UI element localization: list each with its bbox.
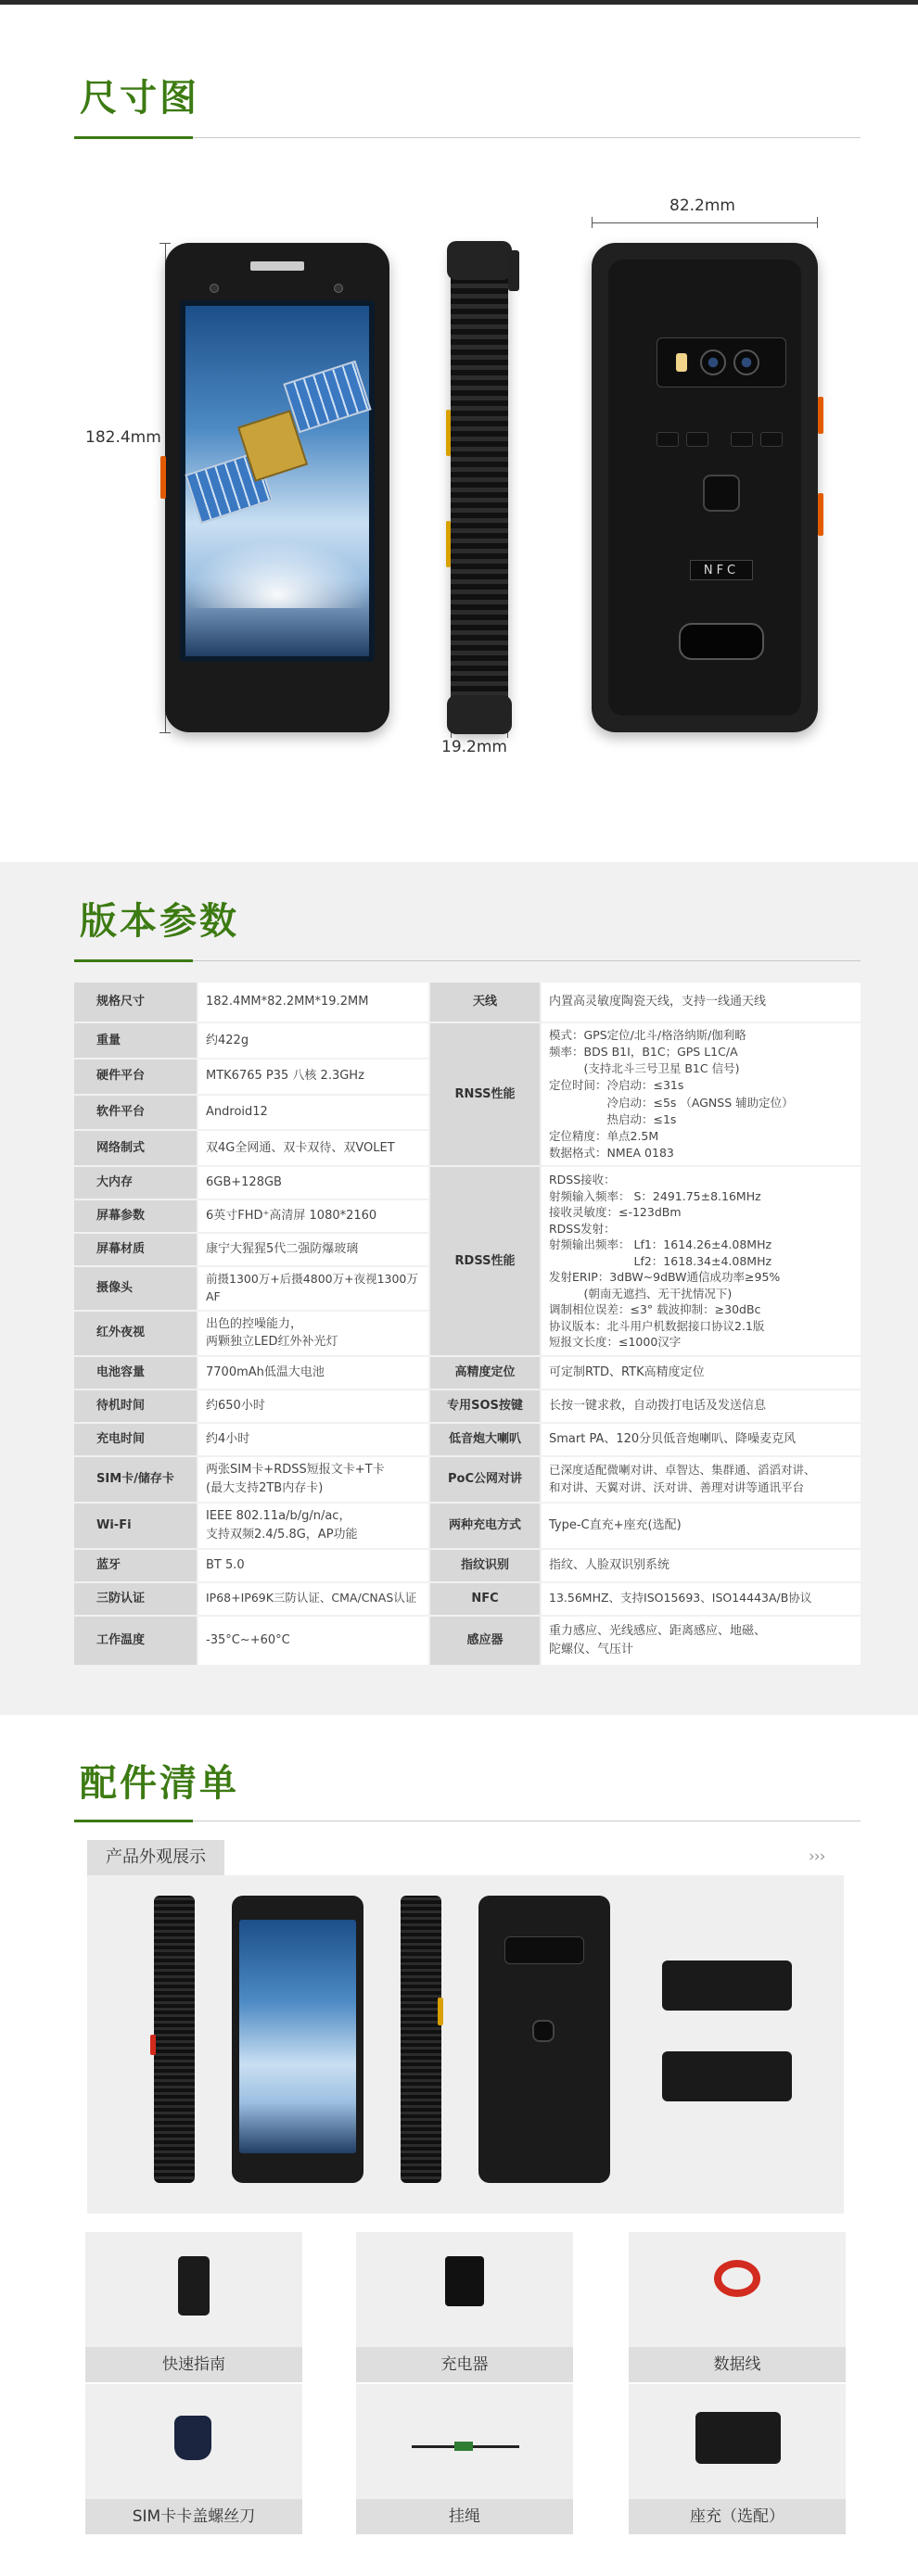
spec-label: 指纹识别: [429, 1549, 541, 1582]
spec-label: 屏幕材质: [73, 1233, 198, 1266]
width-dimension-tick-right: [817, 217, 818, 228]
spec-value: Smart PA、120分贝低音炮喇叭、降噪麦克风: [541, 1423, 861, 1456]
accessory-name: 数据线: [629, 2347, 846, 2382]
side-key-yellow: [438, 1998, 443, 2025]
front-sensor: [334, 284, 343, 293]
spec-value: IP68+IP69K三防认证、CMA/CNAS认证: [198, 1582, 429, 1616]
table-row: [73, 1390, 861, 1423]
height-dimension-tick-top: [159, 243, 171, 244]
spec-label: 待机时间: [73, 1390, 198, 1423]
spec-value: BT 5.0: [198, 1549, 429, 1582]
width-dimension-tick-left: [592, 217, 593, 228]
spec-value: 两张SIM卡+RDSS短报文卡+T卡 (最大支持2TB内存卡): [198, 1456, 429, 1503]
spec-label: 两种充电方式: [429, 1503, 541, 1549]
spec-value: 出色的控噪能力， 两颗独立LED红外补光灯: [198, 1311, 429, 1356]
back-panel: [608, 260, 801, 716]
accessory-card: [356, 2384, 573, 2534]
accessory-name: 挂绳: [356, 2499, 573, 2534]
spec-value: 13.56MHZ、支持ISO15693、ISO14443A/B协议: [541, 1582, 861, 1616]
accessory-card: [629, 2384, 846, 2534]
back-key: [657, 432, 679, 447]
gallery-phone-back: [478, 1896, 610, 2183]
table-row: [73, 1166, 861, 1199]
spec-label: 专用SOS按键: [429, 1390, 541, 1423]
spec-label: 红外夜视: [73, 1311, 198, 1356]
accessory-card: [85, 2384, 302, 2534]
front-screen: [180, 300, 375, 662]
height-dimension-tick-bottom: [159, 732, 171, 733]
accessory-card: [356, 2232, 573, 2382]
dimensions-title: 尺寸图: [80, 77, 199, 120]
table-row: [73, 1423, 861, 1456]
spec-value: RDSS接收： 射频输入频率： S：2491.75±8.16MHz 接收灵敏度：≤-123dBm RDSS发射： 射频输出频率： Lf1：1614.26±4.08MHz Lf2：1618.34±4.08MHz 发射ERIP：3dBW~9dBW通信成功率≥95% (朝南无遮挡、无干扰情况下) 调制相位误差：≤3° 载波抑制：≥30dBc 协议版本：北斗用户机数据接口协议2.1版 短报文长度：≤1000汉字: [541, 1166, 861, 1356]
lanyard-clip: [454, 2442, 473, 2451]
gallery-phone-side-right: [401, 1896, 441, 2183]
spec-label: 电池容量: [73, 1356, 198, 1390]
charger-icon: [445, 2256, 484, 2306]
accessory-image: [629, 2384, 846, 2499]
accessories-title: 配件清单: [80, 1762, 239, 1805]
phone-side-view: [451, 243, 508, 732]
side-bottom-bumper: [447, 695, 512, 734]
accessory-name: 快速指南: [85, 2347, 302, 2382]
spec-value: 模式：GPS定位/北斗/格洛纳斯/伽利略 频率：BDS B1I，B1C；GPS L1C/A (支持北斗三号卫星 B1C 信号) 定位时间：冷启动：≤31s 冷启动：≤5s （AGNSS 辅助定位） 热启动：≤1s 定位精度：单点2.5M 数据格式：NMEA 0183: [541, 1022, 861, 1166]
accessory-image: [629, 2232, 846, 2347]
camera-lens-icon: [733, 349, 759, 375]
spec-value: -35°C~+60°C: [198, 1616, 429, 1666]
spec-label: 软件平台: [73, 1095, 198, 1131]
spec-value: 可定制RTD、RTK高精度定位: [541, 1356, 861, 1390]
accessory-name: 充电器: [356, 2347, 573, 2382]
spec-value: 约422g: [198, 1022, 429, 1059]
spec-value: IEEE 802.11a/b/g/n/ac， 支持双频2.4/5.8G，AP功能: [198, 1503, 429, 1549]
spec-label: 规格尺寸: [73, 982, 198, 1022]
spec-label: 感应器: [429, 1616, 541, 1666]
spec-value: MTK6765 P35 八核 2.3GHz: [198, 1059, 429, 1095]
thickness-dimension-label: 19.2mm: [441, 738, 507, 756]
brand-logo: [250, 261, 304, 271]
table-row: [73, 1022, 861, 1059]
spec-value: 内置高灵敏度陶瓷天线，支持一线通天线: [541, 982, 861, 1022]
spec-value: 前摄1300万+后摄4800万+夜视1300万 AF: [198, 1266, 429, 1311]
cradle-front-view: [662, 2051, 792, 2101]
fingerprint-icon: [703, 475, 740, 512]
spec-label: 低音炮大喇叭: [429, 1423, 541, 1456]
phone-back-view: [592, 243, 818, 732]
spec-value: Android12: [198, 1095, 429, 1131]
rear-camera-module: [657, 337, 786, 387]
data-cable-icon: [714, 2260, 760, 2297]
table-row: [73, 1456, 861, 1503]
side-key-orange: [818, 397, 823, 434]
spec-label: 天线: [429, 982, 541, 1022]
table-row: [73, 1356, 861, 1390]
spec-label: RNSS性能: [429, 1022, 541, 1166]
spec-value: 182.4MM*82.2MM*19.2MM: [198, 982, 429, 1022]
screwdriver-icon: [174, 2416, 211, 2460]
spec-value: Type-C直充+座充(选配): [541, 1503, 861, 1549]
table-row: [73, 1616, 861, 1666]
side-port-cover: [508, 250, 519, 291]
gallery-phone-screen: [239, 1920, 356, 2153]
accessory-card: [85, 2232, 302, 2382]
wallpaper-earth-clouds: [185, 539, 369, 608]
spec-value: 长按一键求救，自动拨打电话及发送信息: [541, 1390, 861, 1423]
side-key-orange: [160, 456, 166, 499]
side-key-orange: [818, 493, 823, 536]
spec-value: 7700mAh低温大电池: [198, 1356, 429, 1390]
back-key: [731, 432, 753, 447]
spec-label: RDSS性能: [429, 1166, 541, 1356]
spec-value: 已深度适配微喇对讲、卓智达、集群通、滔滔对讲、 和对讲、天翼对讲、沃对讲、善理对讲等通讯平台: [541, 1456, 861, 1503]
spec-value: 6GB+128GB: [198, 1166, 429, 1199]
spec-label: 大内存: [73, 1166, 198, 1199]
spec-label: 屏幕参数: [73, 1199, 198, 1233]
table-row: [73, 1503, 861, 1549]
accessory-image: [356, 2384, 573, 2499]
width-dimension-line: [592, 222, 818, 223]
table-row: [73, 982, 861, 1022]
table-row: [73, 1582, 861, 1616]
spec-label: 三防认证: [73, 1582, 198, 1616]
gallery-more-arrows[interactable]: ›››: [809, 1847, 825, 1866]
screen-wallpaper: [185, 306, 369, 656]
spec-value: 指纹、人脸双识别系统: [541, 1549, 861, 1582]
dimensions-title-underline: [74, 137, 861, 138]
height-dimension-label: 182.4mm: [85, 428, 161, 447]
brand-badge: [679, 623, 764, 660]
spec-label: 充电时间: [73, 1423, 198, 1456]
gallery-phone-front: [232, 1896, 363, 2183]
spec-label: PoC公网对讲: [429, 1456, 541, 1503]
side-key-red: [150, 2035, 156, 2055]
nfc-mark: NFC: [690, 560, 753, 580]
front-camera: [210, 284, 219, 293]
accessory-name: SIM卡卡盖螺丝刀: [85, 2499, 302, 2534]
camera-lens-icon: [700, 349, 726, 375]
back-key: [686, 432, 708, 447]
accessory-image: [85, 2384, 302, 2499]
spec-label: 重量: [73, 1022, 198, 1059]
specs-title-underline: [74, 960, 861, 961]
spec-label: 蓝牙: [73, 1549, 198, 1582]
gallery-phone-side-left: [154, 1896, 195, 2183]
satellite-solar-panel: [283, 361, 371, 434]
quick-guide-icon: [178, 2256, 210, 2316]
phone-front-view: [165, 243, 389, 732]
spec-value: 重力感应、光线感应、距离感应、地磁、 陀螺仪、气压计: [541, 1616, 861, 1666]
cradle-top-view: [662, 1961, 792, 2011]
spec-value: 康宁大猩猩5代二强防爆玻璃: [198, 1233, 429, 1266]
spec-value: 6英寸FHD⁺高清屏 1080*2160: [198, 1199, 429, 1233]
accessory-name: 座充（选配）: [629, 2499, 846, 2534]
spec-value: 双4G全网通、双卡双待、双VOLET: [198, 1130, 429, 1166]
spec-label: 高精度定位: [429, 1356, 541, 1390]
spec-label: 摄像头: [73, 1266, 198, 1311]
accessory-image: [356, 2232, 573, 2347]
spec-table: [72, 981, 862, 1667]
spec-value: 约650小时: [198, 1390, 429, 1423]
spec-label: 网络制式: [73, 1130, 198, 1166]
accessory-card: [629, 2232, 846, 2382]
spec-label: 工作温度: [73, 1616, 198, 1666]
side-top-bumper: [447, 241, 512, 280]
product-gallery: [87, 1875, 844, 2214]
spec-value: 约4小时: [198, 1423, 429, 1456]
flash-icon: [676, 353, 687, 372]
gallery-tab[interactable]: 产品外观展示: [87, 1840, 224, 1875]
spec-label: SIM卡/储存卡: [73, 1456, 198, 1503]
side-button: [446, 521, 451, 567]
rear-camera-module: [504, 1936, 584, 1964]
spec-label: NFC: [429, 1582, 541, 1616]
side-button: [446, 410, 451, 456]
width-dimension-label: 82.2mm: [669, 197, 735, 215]
spec-label: Wi-Fi: [73, 1503, 198, 1549]
back-key: [760, 432, 783, 447]
table-row: [73, 1549, 861, 1582]
cradle-icon: [695, 2412, 781, 2464]
top-bar: [0, 0, 918, 5]
fingerprint-icon: [532, 2020, 555, 2042]
specs-title: 版本参数: [80, 900, 239, 943]
accessory-image: [85, 2232, 302, 2347]
spec-label: 硬件平台: [73, 1059, 198, 1095]
